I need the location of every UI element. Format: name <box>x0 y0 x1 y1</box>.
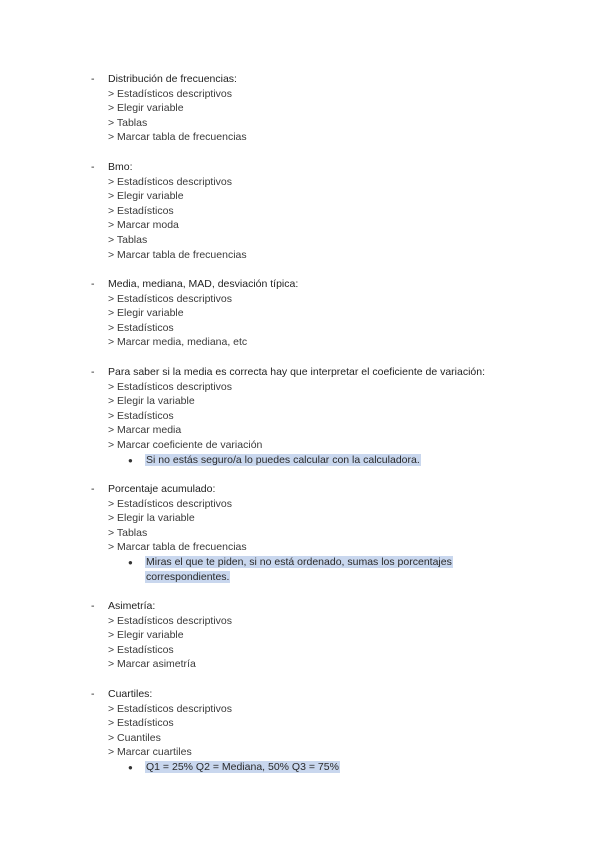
section-title: Para saber si la media es correcta hay que interpretar el coeficiente de variación: <box>108 366 486 378</box>
list-dash: - <box>91 161 95 173</box>
step-item: > Estadísticos <box>108 321 174 334</box>
section-title: Porcentaje acumulado: <box>108 483 216 495</box>
step-item: > Marcar media <box>108 424 182 437</box>
step-item: > Elegir la variable <box>108 395 195 408</box>
step-item: > Marcar tabla de frecuencias <box>108 248 247 261</box>
highlighted-text: Miras el que te piden, si no está ordenado, sumas los porcentajes <box>146 556 452 568</box>
list-dash: - <box>91 278 95 290</box>
step-item: > Marcar asimetría <box>108 658 196 671</box>
step-item: > Marcar tabla de frecuencias <box>108 131 247 144</box>
step-item: > Elegir variable <box>108 102 184 115</box>
bullet-icon: ● <box>128 763 133 772</box>
step-item: > Estadísticos <box>108 643 174 656</box>
step-item: > Cuantiles <box>108 731 161 744</box>
step-item: > Estadísticos descriptivos <box>108 702 233 715</box>
highlighted-text: correspondientes. <box>146 571 230 583</box>
section-title: Distribución de frecuencias: <box>108 73 237 85</box>
list-dash: - <box>91 688 95 700</box>
step-item: > Estadísticos <box>108 409 174 422</box>
note-text <box>145 453 421 468</box>
bullet-icon: ● <box>128 456 133 465</box>
step-item: > Tablas <box>108 526 148 539</box>
steps-list <box>108 87 247 145</box>
section-title: Media, mediana, MAD, desviación típica: <box>108 278 299 290</box>
step-item: > Marcar tabla de frecuencias <box>108 541 247 554</box>
steps-list <box>108 175 247 263</box>
step-item: > Estadísticos descriptivos <box>108 292 233 305</box>
section-title: Bmo: <box>108 161 133 173</box>
highlighted-text: Q1 = 25% Q2 = Mediana, 50% Q3 = 75% <box>146 761 339 773</box>
list-dash: - <box>91 73 95 85</box>
list-dash: - <box>91 483 95 495</box>
note-text <box>145 760 340 775</box>
list-dash: - <box>91 366 95 378</box>
step-item: > Tablas <box>108 116 148 129</box>
step-item: > Estadísticos descriptivos <box>108 87 233 100</box>
step-item: > Tablas <box>108 233 148 246</box>
step-item: > Marcar coeficiente de variación <box>108 438 263 451</box>
step-item: > Elegir la variable <box>108 512 195 525</box>
steps-list <box>108 702 232 760</box>
step-item: > Estadísticos descriptivos <box>108 497 233 510</box>
step-item: > Marcar moda <box>108 219 179 232</box>
section-title: Cuartiles: <box>108 688 153 700</box>
steps-list <box>108 497 247 555</box>
step-item: > Estadísticos descriptivos <box>108 614 233 627</box>
step-item: > Estadísticos descriptivos <box>108 175 233 188</box>
steps-list <box>108 614 232 672</box>
list-dash: - <box>91 600 95 612</box>
step-item: > Elegir variable <box>108 307 184 320</box>
note-text <box>145 570 230 585</box>
highlighted-text: Si no estás seguro/a lo puedes calcular con la calculadora. <box>146 454 420 466</box>
note-text <box>145 555 453 570</box>
step-item: > Marcar cuartiles <box>108 746 192 759</box>
bullet-icon: ● <box>128 558 133 567</box>
step-item: > Estadísticos descriptivos <box>108 380 233 393</box>
step-item: > Estadísticos <box>108 717 174 730</box>
step-item: > Estadísticos <box>108 204 174 217</box>
steps-list <box>108 380 262 453</box>
step-item: > Marcar media, mediana, etc <box>108 336 248 349</box>
step-item: > Elegir variable <box>108 190 184 203</box>
section-title: Asimetría: <box>108 600 156 612</box>
step-item: > Elegir variable <box>108 629 184 642</box>
steps-list <box>108 292 247 350</box>
